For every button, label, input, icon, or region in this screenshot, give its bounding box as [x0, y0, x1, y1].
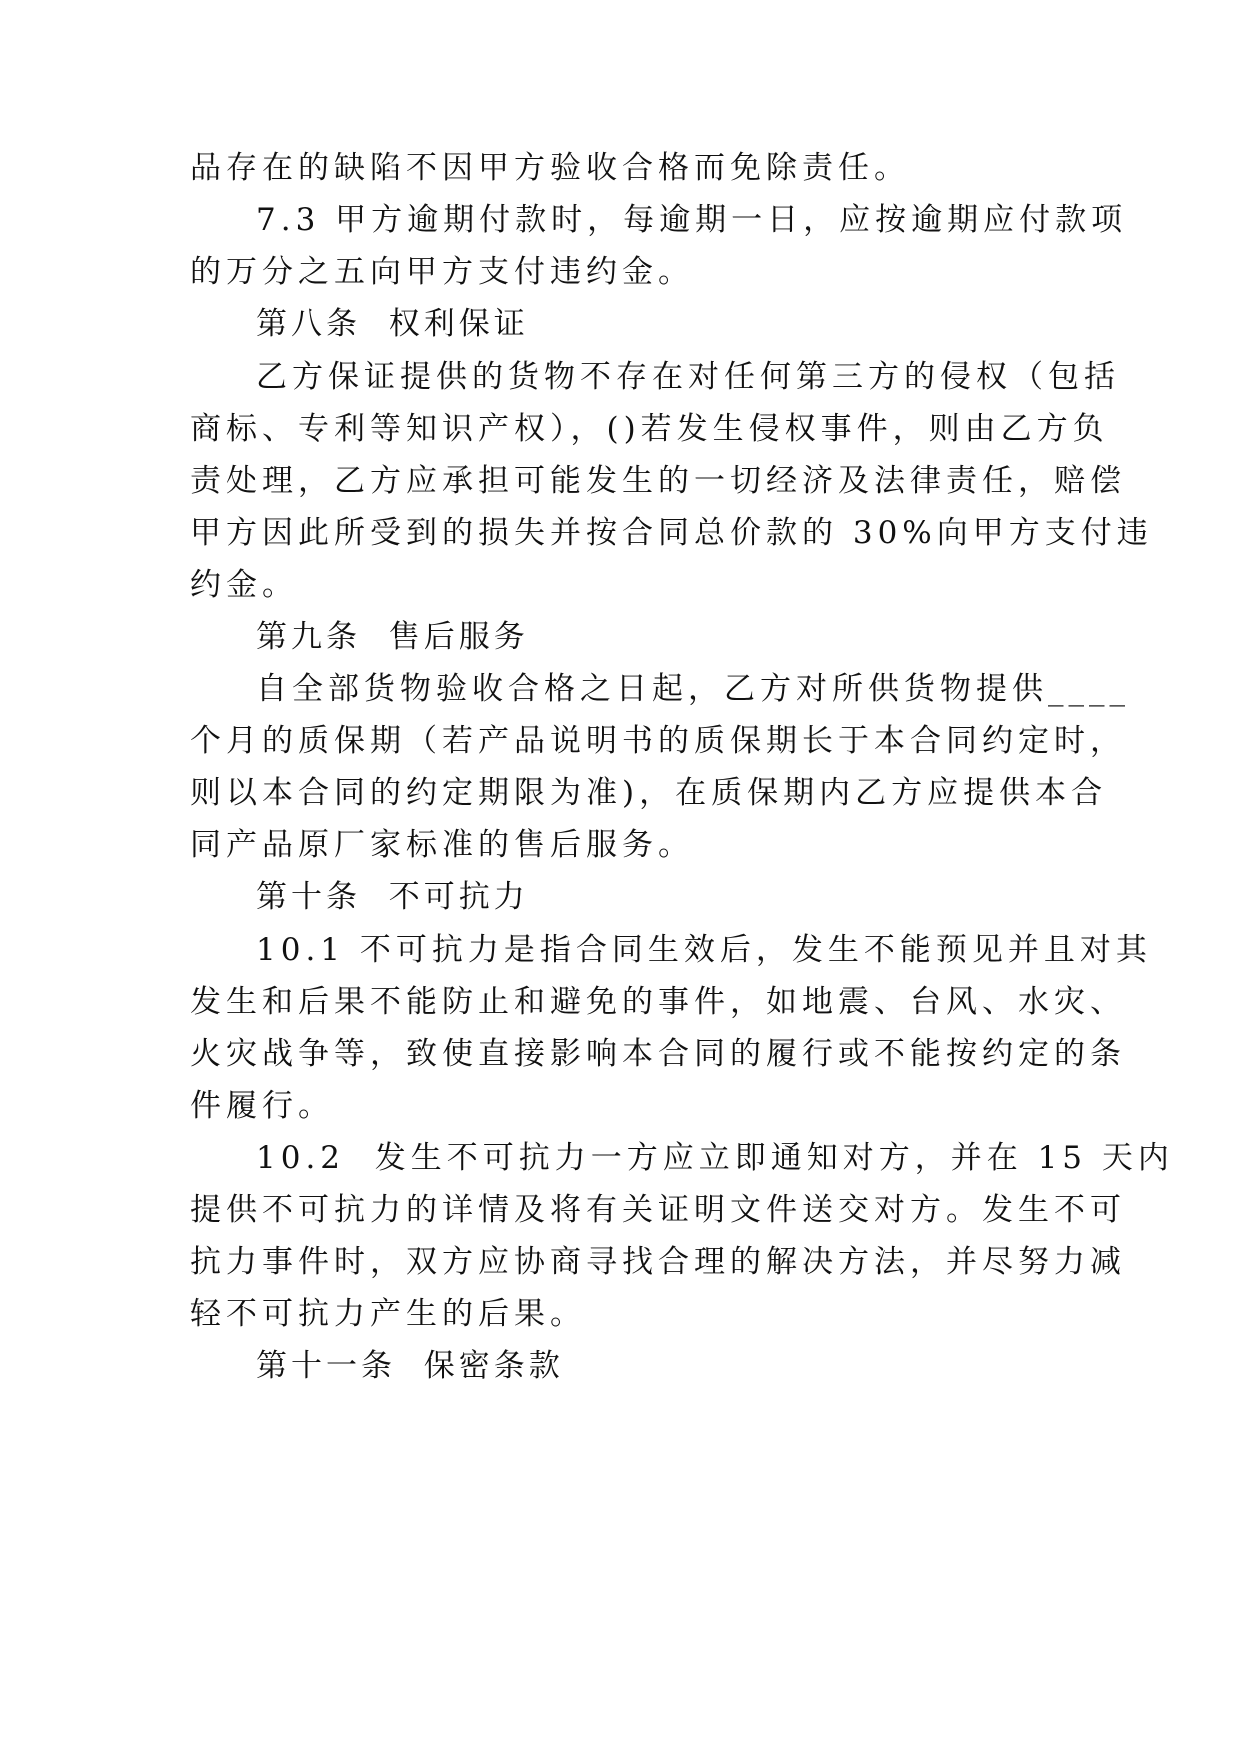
- text-line: 自全部货物验收合格之日起，乙方对所供货物提供____: [256, 671, 1130, 707]
- text-line: 件履行。: [190, 1088, 334, 1124]
- text-line: 10.2 发生不可抗力一方应立即通知对方，并在 15 天内: [256, 1140, 1174, 1176]
- text-line: 火灾战争等，致使直接影响本合同的履行或不能按约定的条: [190, 1036, 1126, 1072]
- text-line: 抗力事件时，双方应协商寻找合理的解决方法，并尽努力减: [190, 1244, 1126, 1280]
- text-line: 甲方因此所受到的损失并按合同总价款的 30%向甲方支付违: [190, 515, 1153, 551]
- text-line: 约金。: [190, 567, 298, 603]
- text-line: 则以本合同的约定期限为准)，在质保期内乙方应提供本合: [190, 775, 1108, 811]
- text-line: 个月的质保期（若产品说明书的质保期长于本合同约定时，: [190, 723, 1126, 759]
- section-heading-8: 第八条 权利保证: [256, 306, 529, 342]
- text-line: 10.1 不可抗力是指合同生效后，发生不能预见并且对其: [256, 932, 1152, 968]
- text-line: 责处理，乙方应承担可能发生的一切经济及法律责任，赔偿: [190, 463, 1126, 499]
- text-line: 提供不可抗力的详情及将有关证明文件送交对方。发生不可: [190, 1192, 1126, 1228]
- text-line: 商标、专利等知识产权），()若发生侵权事件，则由乙方负: [190, 411, 1109, 447]
- text-line: 轻不可抗力产生的后果。: [190, 1296, 586, 1332]
- text-line: 同产品原厂家标准的售后服务。: [190, 827, 694, 863]
- section-heading-11: 第十一条 保密条款: [256, 1348, 564, 1384]
- text-line: 发生和后果不能防止和避免的事件，如地震、台风、水灾、: [190, 984, 1126, 1020]
- section-heading-9: 第九条 售后服务: [256, 619, 529, 655]
- text-line: 的万分之五向甲方支付违约金。: [190, 254, 694, 290]
- text-line: 品存在的缺陷不因甲方验收合格而免除责任。: [190, 150, 910, 186]
- section-heading-10: 第十条 不可抗力: [256, 879, 529, 915]
- text-line: 7.3 甲方逾期付款时，每逾期一日，应按逾期应付款项: [256, 202, 1128, 238]
- text-line: 乙方保证提供的货物不存在对任何第三方的侵权（包括: [256, 359, 1120, 395]
